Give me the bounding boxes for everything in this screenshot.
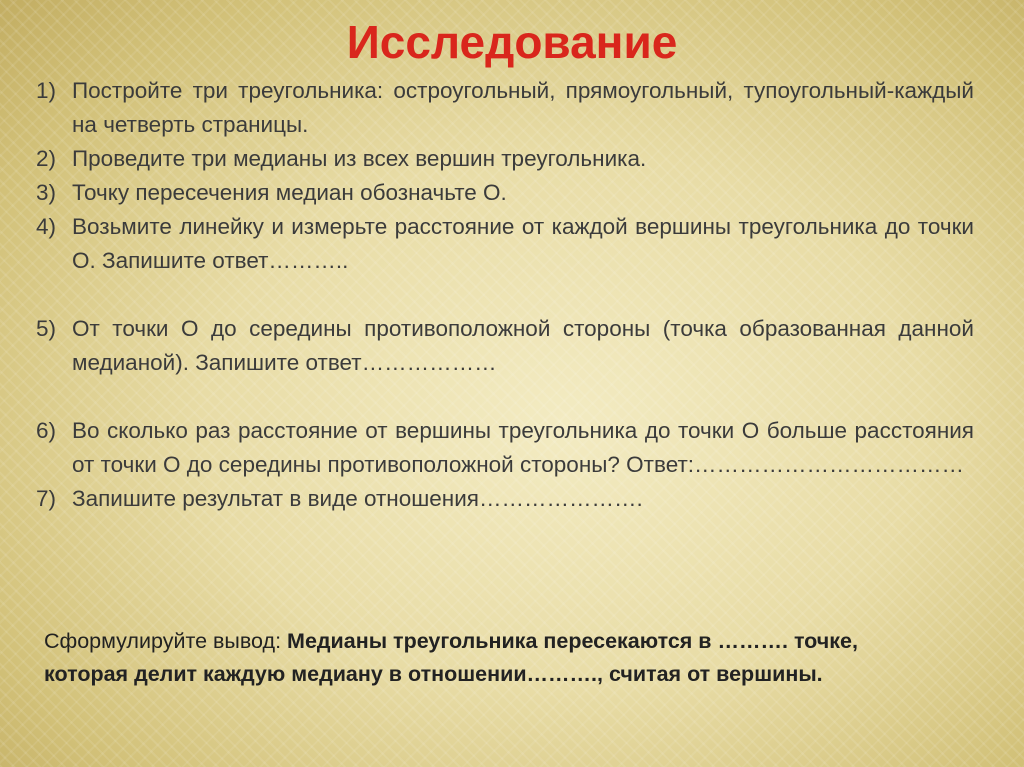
- item-number: 1): [36, 78, 57, 103]
- list-item: [36, 176, 974, 210]
- item-number: 7): [36, 486, 57, 511]
- item-text: Запишите результат в виде отношения………………….: [72, 486, 643, 511]
- list-item: [36, 142, 974, 176]
- item-number: 6): [36, 418, 57, 443]
- conclusion-statement: Медианы треугольника пересекаются в ………. точке, которая делит каждую медиану в отношении………., считая от вершины.: [44, 629, 858, 686]
- item-text: Постройте три треугольника: остроугольный, прямоугольный, тупоугольный-каждый на четверть страницы.: [72, 78, 974, 137]
- spacer: [36, 278, 974, 312]
- item-number: 2): [36, 146, 57, 171]
- item-text: Возьмите линейку и измерьте расстояние от каждой вершины треугольника до точки О. Запишите ответ………..: [72, 214, 974, 273]
- conclusion-lead: Сформулируйте вывод:: [44, 629, 288, 653]
- conclusion: [44, 625, 944, 691]
- list-item: [36, 74, 974, 142]
- item-text: Во сколько раз расстояние от вершины треугольника до точки О больше расстояния от точки О до середины противоположной стороны? Ответ:………………………………: [72, 418, 974, 477]
- item-number: 3): [36, 180, 57, 205]
- list-item: [36, 210, 974, 278]
- item-text: Точку пересечения медиан обозначьте О.: [72, 180, 507, 205]
- item-number: 4): [36, 214, 57, 239]
- slide-title: Исследование: [346, 16, 678, 68]
- list-item: [36, 414, 974, 482]
- spacer: [36, 380, 974, 414]
- item-number: 5): [36, 316, 57, 341]
- task-list: [36, 74, 974, 516]
- list-item: [36, 312, 974, 380]
- item-text: От точки О до середины противоположной стороны (точка образованная данной медианой). Запишите ответ………………: [72, 316, 974, 375]
- list-item: [36, 482, 974, 516]
- item-text: Проведите три медианы из всех вершин треугольника.: [72, 146, 647, 171]
